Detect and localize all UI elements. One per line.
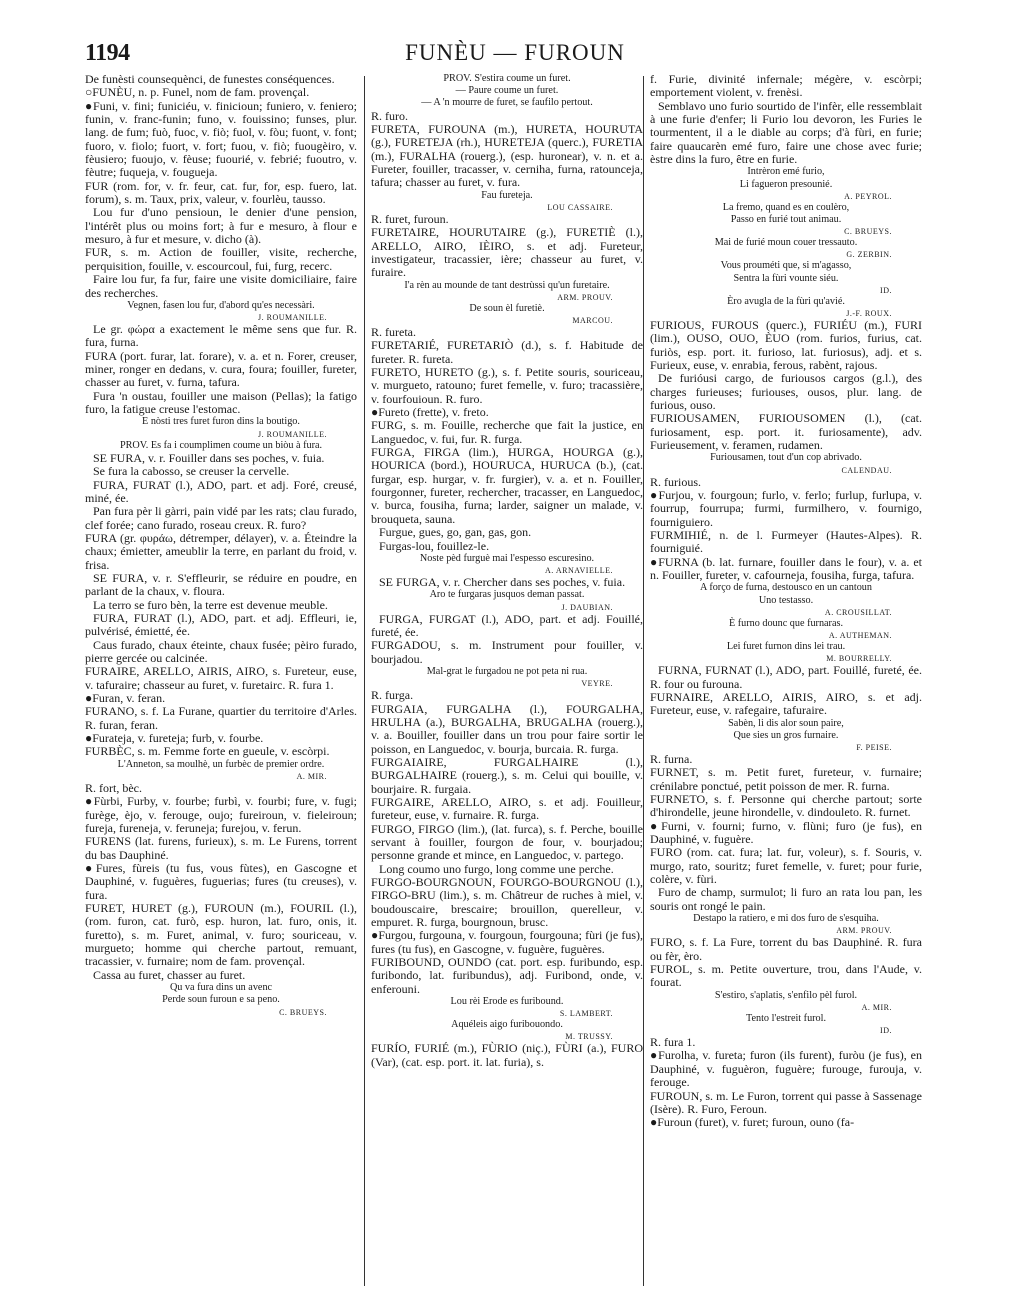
citation-line: Destapo la ratiero, e mi dos furo de s'esquiha. <box>693 913 879 925</box>
citation-line: Sentra la fùri vounte siéu. <box>733 272 839 284</box>
dictionary-entry: FURETAIRE, HOURUTAIRE (g.), FURETIÈ (l.), ARELLO, AIRO, IÈIRO, s. et adj. Fureteur, investigateur, tracassier, ière; chasseur au furet, v. furaire. <box>371 225 643 280</box>
citation-source: A. PEYROL. <box>844 191 892 201</box>
citation-source: F. PEISE. <box>856 743 892 753</box>
dictionary-entry: ○FUNÈU, n. p. Funel, nom de fam. provençal. <box>85 85 310 100</box>
citation-line: E nòsti tres furet furon dins la boutigo. <box>142 416 300 428</box>
dictionary-entry: FURBÈC, s. m. Femme forte en gueule, v. escòrpi. <box>85 744 330 759</box>
dictionary-entry: ●Furjou, v. fourgoun; furlo, v. ferlo; furlup, furlupa, v. fourrup, fourrupa; furmi, furmilhero, v. fournigo, fourniguiero. <box>650 488 922 529</box>
citation-source: J.-F. ROUX. <box>846 309 892 319</box>
dictionary-entry: FURETO, HURETO (g.), s. f. Petite souris, souriceau, v. murgueto, ratouno; furet femelle, v. furo; tracassière, v. fourfouioun. R. furo. <box>371 365 643 406</box>
citation-source: MARCOU. <box>572 316 613 325</box>
dictionary-entry: Furgas-lou, fouillez-le. <box>379 538 490 553</box>
dictionary-entry: Semblavo uno furio sourtido de l'infèr, elle ressemblait à une furie d'enfer; li Furio lou devoron, les Furies le tourmentent, il a le diable au corps; d'à fùri, en furie; faire quaucarèn emé furo, faire une chose avec furie; èstre dins la furo, être en furie. <box>650 98 922 167</box>
dictionary-entry: FURGAIAIRE, FURGALHAIRE (l.), BURGALHAIRE (rouerg.), s. m. Celui qui bouille, v. bourjaire. R. furgaia. <box>371 754 643 796</box>
dictionary-entry: R. furet, furoun. <box>371 211 449 226</box>
dictionary-entry: Se fura la cabosso, se creuser la cervelle. <box>93 464 290 479</box>
citation-line: Vous prouméti que, si m'agasso, <box>720 260 852 272</box>
citation-source: A. CROUSILLAT. <box>824 607 892 617</box>
dictionary-entry: Fura 'n oustau, fouiller une maison (Pellas); la fatigo furo, la fatigue creuse l'estomac. <box>85 388 357 417</box>
dictionary-entry: ●Fùrbi, Furby, v. fourbe; furbì, v. fourbi; fure, v. fugi; furège, èjo, v. ferouge, oujo; fureiroun, v. fieleiroun; fureja, fureneja, v. feruneja; furejou, v. ferun. <box>85 794 357 835</box>
citation-line: Furiousamen, tout d'un cop abrivado. <box>710 452 862 464</box>
dictionary-entry: ●Funi, v. fini; funiciéu, v. finicioun; funiero, v. feniero; funin, v. franc-funin; funo, v. fouissino; funses, plur. lang. de fum; fuò, fuoc, v. fiò; fuol, v. fòu; fuont, v. font; fuoro, v. fiolo; fuort, v. fort; fuou, v. fiò; fuougèiro, v. fèusiero; fuoujo, v. fèuse; fuourié, v. febrié; fuoutro, v. fèutre; fuqueja, v. fougueja. <box>85 98 357 180</box>
dictionary-entry: FURNA, FURNAT (l.), ADO, part. Fouillé, fureté, ée. R. four ou furouna. <box>650 663 922 691</box>
citation-line: — Paure coume un furet. <box>455 85 559 97</box>
dictionary-entry: FURETA, FUROUNA (m.), HURETA, HOURUTA (g.), FURETEJA (rh.), HURETEJA (querc.), FURETIA (m.), FURALHA (rouerg.), (esp. huronear), v. n. et a. Fureter, fouiller, tracasser, v. cerniha, furna, ratounceja, tafura; chasser au furet, v. fura. <box>371 121 643 190</box>
citation-source: J. ROUMANILLE. <box>258 313 327 323</box>
citation-source: A. MIR. <box>861 1002 892 1012</box>
citation-source: M. BOURRELLY. <box>826 654 892 664</box>
dictionary-entry: FURMIHIÉ, n. de l. Furmeyer (Hautes-Alpes). R. fourniguié. <box>650 528 922 556</box>
dictionary-entry: FURENS (lat. furens, furieux), s. m. Le Furens, torrent du bas Dauphiné. <box>85 834 357 862</box>
column-rule <box>364 76 365 1286</box>
page-header <box>85 40 945 70</box>
running-head: FUNÈU — FUROUN <box>405 40 625 65</box>
dictionary-entry: SE FURA, v. r. Fouiller dans ses poches, v. fuia. <box>93 450 325 465</box>
dictionary-entry: SE FURA, v. r. S'effleurir, se réduire en poudre, en parlant de la chaux, v. floura. <box>85 570 357 599</box>
citation-line: Noste pèd furguè mai l'espesso escuresino. <box>419 552 595 564</box>
citation-line: I'a rèn au mounde de tant destrùssi qu'un furetaire. <box>404 279 610 291</box>
dictionary-entry: FURGA, FIRGA (lim.), HURGA, HOURGA (g.), HOURICA (bord.), HOURUCA, HURUCA (b.), (cat. furgar, esp. hurgar, v. fr. furgier), v. a. et n. Fouiller, fourgonner, fureter, rechercher, tracasser, en Languedoc, v. burca, fousiha, furna; larder, saigner un malade, v. brouqueta, sauna. <box>371 445 643 526</box>
citation-line: Vegnen, fasen lou fur, d'abord qu'es necessàri. <box>127 299 315 311</box>
dictionary-entry: FURAIRE, ARELLO, AIRIS, AIRO, s. Fureteur, euse, v. tafuraire; chasseur au furet, v. furetairc. R. fura 1. <box>85 664 357 692</box>
citation-line: Que sies un gros furnaire. <box>733 729 839 741</box>
dictionary-entry: R. furga. <box>371 688 414 703</box>
dictionary-entry: FURGADOU, s. m. Instrument pour fouiller, v. bourjadou. <box>371 638 643 666</box>
dictionary-entry: FURANO, s. f. La Furane, quartier du territoire d'Arles. R. furan, feran. <box>85 704 357 732</box>
citation-source: M. TRUSSY. <box>565 1032 613 1042</box>
citation-line: Fau fureteja. <box>481 189 533 201</box>
dictionary-entry: ●Furni, v. fourni; furno, v. flùni; furo (je fus), en Dauphiné, v. fuguère. <box>650 818 922 847</box>
citation-line: Mai de furié moun couer tressauto. <box>714 237 858 249</box>
dictionary-entry: R. fort, bèc. <box>85 780 142 795</box>
citation-line: Aquéleis aigo furibouondo. <box>451 1019 563 1031</box>
citation-source: A. MIR. <box>296 771 327 781</box>
dictionary-entry: FURO (rom. cat. fura; lat. fur, voleur), s. f. Souris, v. murgo, rato, souritz; furet femelle, v. furet; pour furie, colère, v. fùri. <box>650 845 922 887</box>
citation-line: La fremo, quand es en coulèro, <box>722 201 850 213</box>
citation-line: PROV. S'estira coume un furet. <box>443 73 571 84</box>
citation-source: VEYRE. <box>581 679 613 689</box>
citation-source: A. AUTHEMAN. <box>828 631 892 641</box>
citation-source: J. DAUBIAN. <box>561 602 613 612</box>
citation-line: Li fagueron presounié. <box>739 178 833 190</box>
dictionary-entry: FURA, FURAT (l.), ADO, part. et adj. Effleuri, ie, pulvérisé, émietté, ée. <box>85 610 357 639</box>
citation-line: De soun èl furetiè. <box>469 302 545 314</box>
citation-source: LOU CASSAIRE. <box>547 202 613 212</box>
dictionary-entry: ●Furoun (furet), v. furet; furoun, ouno (fa- <box>650 1115 855 1130</box>
dictionary-entry: ●Fures, fùreis (tu fus, vous fùtes), en Gascogne et Dauphiné, v. fuguères, fuguerias; fures (tu creuses), v. fura. <box>85 861 357 902</box>
citation-line: Passo en furié tout animau. <box>730 214 842 226</box>
citation-line: Lou rèi Erode es furibound. <box>450 996 564 1008</box>
dictionary-entry: FURNAIRE, ARELLO, AIRIS, AIRO, s. et adj. Fureteur, euse, v. rafegaire, tafuraire. <box>650 689 922 718</box>
citation-source: ARM. PROUV. <box>836 926 892 936</box>
dictionary-entry: ●Furolha, v. fureta; furon (ils furent), furòu (je fus), en Dauphiné, v. fuguèron, fuguère; furouge, furouja, v. ferouge. <box>650 1048 922 1090</box>
dictionary-entry: FUROL, s. m. Petite ouverture, trou, dans l'Aude, v. fourat. <box>650 962 922 990</box>
citation-source: C. BRUEYS. <box>279 1007 327 1017</box>
citation-line: Perde soun furoun e sa peno. <box>162 994 280 1006</box>
column-rule <box>643 76 644 1286</box>
citation-line: PROV. Es fa i coumplimen coume un biòu à fura. <box>119 439 323 451</box>
dictionary-entry: R. fura 1. <box>650 1035 696 1050</box>
dictionary-entry: ●FURNA (b. lat. furnare, fouiller dans le four), v. a. et n. Fouiller, fureter, v. cafourneja, fousiha, furga, tafura. <box>650 554 922 583</box>
dictionary-entry: De funèsti counsequènci, de funestes conséquences. <box>85 72 335 86</box>
citation-line: — A 'n mourre de furet, se faufilo pertout. <box>421 97 593 109</box>
citation-source: G. ZERBIN. <box>846 250 892 260</box>
dictionary-entry: FURET, HURET (g.), FUROUN (m.), FOURIL (l.), (rom. furon, cat. furò, esp. huron, lat. furo, onis, it. furetto), s. m. Furet, animal, v. furo; souriceau, v. murgueto; homme qui cherche partout, remuant, tracassier, v. furnaire; nom de fam. provençal. <box>85 901 357 969</box>
dictionary-entry: FURGO, FIRGO (lim.), (lat. furca), s. f. Perche, bouille servant à fouiller, fourgon de four, v. bourjadou; personne grande et mince, en Languedoc, v. partego. <box>371 821 643 863</box>
column-middle <box>371 73 643 1069</box>
dictionary-entry: R. furo. <box>371 108 408 123</box>
citation-source: ARM. PROUV. <box>557 292 613 302</box>
citation-source: A. ARNAVIELLE. <box>545 566 613 576</box>
dictionary-entry: De furióusi cargo, de furiousos cargos (g.l.), des charges furieuses; furiouses, ousos, plur. lang. de furious, ouso. <box>650 371 922 413</box>
citation-line: Tento l'estreit furol. <box>745 1012 827 1024</box>
citation-line: S'estiro, s'aplatis, s'enfilo pèl furol. <box>714 989 858 1001</box>
dictionary-entry: FURGA, FURGAT (l.), ADO, part. et adj. Fouillé, fureté, ée. <box>371 611 643 639</box>
dictionary-entry: FURGAIRE, ARELLO, AIRO, s. et adj. Fouilleur, fureteur, euse, v. furnaire. R. furga. <box>371 794 643 823</box>
dictionary-entry: FURGAIA, FURGALHA (l.), FOURGALHA, HRULHA (a.), BURGALHA, BRUGALHA (rouerg.), v. a. Bouiller, fouiller dans un trou pour faire sortir le poisson, en Languedoc, v. bourja, burcaia. R. furga. <box>371 701 643 756</box>
citation-line: Èro avugla de la fùri qu'avié. <box>727 295 845 307</box>
citation-source: S. LAMBERT. <box>559 1009 613 1019</box>
dictionary-entry: f. Furie, divinité infernale; mégère, v. escòrpi; emportement violent, v. frenèsi. <box>650 72 922 100</box>
citation-line: Sabèn, li dis alor soun paire, <box>728 717 844 729</box>
dictionary-entry: Caus furado, chaux éteinte, chaux fusée; pèiro furado, pierre gercée ou calcinée. <box>85 637 357 666</box>
dictionary-entry: Furo de champ, surmulot; li furo an rata lou pan, les souris ont rongé le pain. <box>650 885 922 913</box>
dictionary-entry: FURIOUSAMEN, FURIOUSOMEN (l.), (cat. furiosament, esp. port. it. furiosamente), adv. Furieusement, v. feramen, rudamen. <box>650 411 922 453</box>
column-left <box>85 73 357 1018</box>
dictionary-entry: Furgue, gues, go, gan, gas, gon. <box>379 525 532 540</box>
page-number: 1194 <box>85 40 130 66</box>
citation-source: J. ROUMANILLE. <box>258 429 327 439</box>
dictionary-entry: FURÍO, FURIÉ (m.), FÙRIO (niç.), FÙRI (a.), FURO (Var), (cat. esp. port. it. lat. furia), s. <box>371 1041 643 1069</box>
citation-source: CALENDAU. <box>841 465 892 475</box>
dictionary-entry: ●Furgou, furgouna, v. fourgoun, fourgouna; fùri (je fus), fures (tu fus), en Gascogne, v. fuguère, fuguères. <box>371 928 643 956</box>
dictionary-entry: FURG, s. m. Fouille, recherche que fait la justice, en Languedoc, v. fui, fur. R. furga. <box>371 418 643 446</box>
citation-line: Lei furet furnon dins lei trau. <box>726 641 846 653</box>
dictionary-entry: FURA, FURAT (l.), ADO, part. et adj. Foré, creusé, miné, ée. <box>85 477 357 505</box>
citation-line: È furno dounc que furnaras. <box>728 617 843 629</box>
dictionary-entry: ●Fureto (frette), v. freto. <box>371 405 489 420</box>
dictionary-entry: Faire lou fur, fa fur, faire une visite domiciliaire, faire des recherches. <box>85 272 357 300</box>
dictionary-entry: Long coumo uno furgo, long comme une perche. <box>379 861 614 876</box>
citation-line: Intrèron emé furio, <box>747 166 825 178</box>
column-right <box>650 73 922 1130</box>
dictionary-entry: Le gr. φώρα a exactement le même sens que fur. R. fura, furna. <box>85 322 357 350</box>
citation-source: ID. <box>880 1026 892 1036</box>
dictionary-entry: La terro se furo bèn, la terre est devenue meuble. <box>93 597 328 612</box>
citation-source: C. BRUEYS. <box>844 227 892 237</box>
dictionary-entry: FURNETO, s. f. Personne qui cherche partout; sorte d'hirondelle, jeune hirondelle, v. dindouleto. R. furnet. <box>650 792 922 820</box>
dictionary-entry: FURIBOUND, OUNDO (cat. port. esp. furibundo, esp. furibondo, lat. furibundus), adj. Furibond, onde, v. enferouni. <box>371 955 643 996</box>
dictionary-entry: Lou fur d'uno pensioun, le denier d'une pension, l'intérêt plus ou moins fort; à fur e mesuro, à flour e mesuro, à fur et mesure, v. dicho (à). <box>85 205 357 247</box>
dictionary-entry: Cassa au furet, chasser au furet. <box>93 967 246 982</box>
citation-line: L'Anneton, sa moulhè, un furbèc de premier ordre. <box>117 758 325 770</box>
citation-source: ID. <box>880 285 892 295</box>
dictionary-entry: SE FURGA, v. r. Chercher dans ses poches, v. fuia. <box>379 575 626 590</box>
dictionary-entry: ●Furan, v. feran. <box>85 691 166 706</box>
dictionary-entry: FUR, s. m. Action de fouiller, visite, recherche, perquisition, fouille, v. escourcoul, fui, furg, recerc. <box>85 245 357 273</box>
dictionary-entry: FURA (gr. φυράω, détremper, délayer), v. a. Éteindre la chaux; émietter, ameublir la terre, en parlant du froid, v. frisa. <box>85 530 357 572</box>
citation-line: Aro te furgaras jusquos deman passat. <box>429 589 585 601</box>
dictionary-entry: R. fureta. <box>371 325 416 339</box>
dictionary-entry: R. furious. <box>650 474 701 489</box>
dictionary-entry: FURNET, s. m. Petit furet, fureteur, v. furnaire; crénilabre ponctué, petit poisson de mer. R. furna. <box>650 765 922 793</box>
dictionary-entry: Pan fura pèr li gàrri, pain vidé par les rats; clau furado, clef forée; cano furado, roseau creux. R. furo? <box>85 504 357 532</box>
dictionary-entry: FUR (rom. for, v. fr. feur, cat. fur, for, esp. fuero, lat. forum), s. m. Taux, prix, valeur, v. fourlèu, tausso. <box>85 178 357 207</box>
dictionary-entry: FURETARIÉ, FURETARIÒ (d.), s. f. Habitude de fureter. R. fureta. <box>371 338 643 366</box>
dictionary-entry: ●Furateja, v. fureteja; furb, v. fourbe. <box>85 731 264 746</box>
citation-line: Uno testasso. <box>758 594 814 606</box>
dictionary-entry: FURO, s. f. La Fure, torrent du bas Dauphiné. R. fura ou fèr, èro. <box>650 935 922 963</box>
citation-line: Qu va fura dins un avenc <box>169 982 273 994</box>
dictionary-entry: FURA (port. furar, lat. forare), v. a. et n. Forer, creuser, miner, ronger en dedans, v. cura, foura; fouiller, fureter, chasser au furet, v. furna, tafura. <box>85 348 357 390</box>
dictionary-entry: FUROUN, s. m. Le Furon, torrent qui passe à Sassenage (Isère). R. Furo, Feroun. <box>650 1088 922 1116</box>
citation-line: A forço de furna, destousco en un cantoun <box>699 582 872 594</box>
citation-line: Mal-grat le furgadou ne pot peta ni rua. <box>426 665 588 677</box>
dictionary-entry: R. furna. <box>650 752 693 767</box>
dictionary-entry: FURIOUS, FUROUS (querc.), FURIÉU (m.), FURI (lim.), OUSO, OUO, ÈUO (rom. furios, furius, cat. furiòs, esp. port. it. furioso, lat. furiosus), adj. et s. Furieux, euse, v. enrabia, ferous, rabènt, rajous. <box>650 318 922 373</box>
dictionary-entry: FURGO-BOURGNOUN, FOURGO-BOURGNOU (l.), FIRGO-BRU (lim.), s. m. Châtreur de ruches à miel, v. boudouscaire, brescaire; brouillon, querelleur, v. empuret. R. furga, bourgnoun, brusc. <box>371 874 643 930</box>
